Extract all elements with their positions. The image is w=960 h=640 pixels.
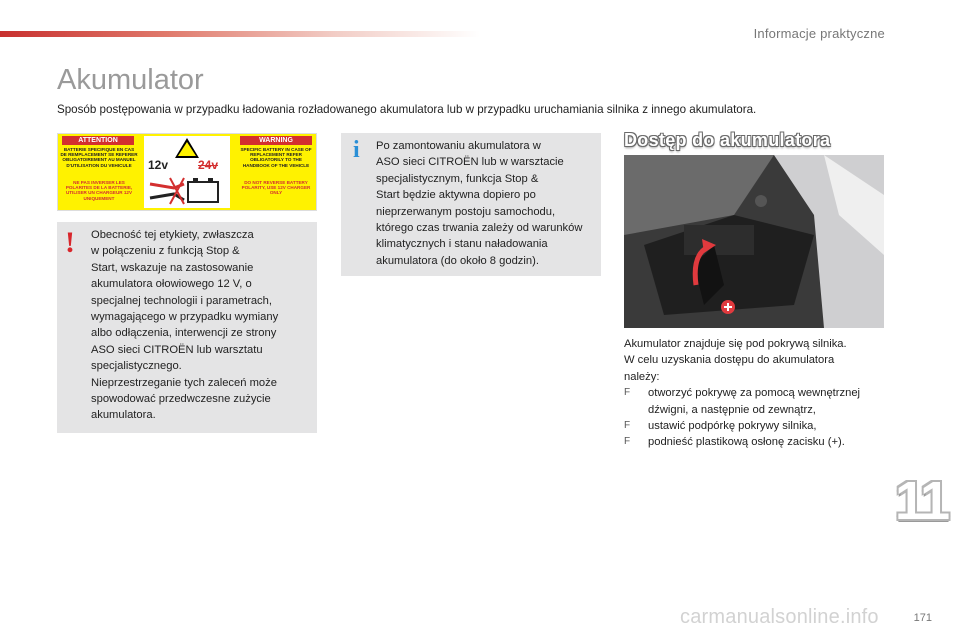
label-en-top: SPECIFIC BATTERY IN CASE OF REPLACEMENT REFER OBLIGATORILY TO THE HANDBOOK OF THE VEHICLE: [240, 147, 312, 168]
info-note: [341, 133, 601, 276]
info-note-text: Po zamontowaniu akumulatora w ASO sieci CITROËN lub w warsztacie specjalistycznym, funkcja Stop & Start będzie aktywna dopiero po nieprzerwanym postoju samochodu, którego czas trwania zależy od warunków klimatycznych i stanu naładowania akumulatora (do około 8 godzin).: [376, 140, 583, 267]
engine-bay-illustration: [624, 155, 884, 328]
warning-note: [57, 222, 317, 433]
section-title: Informacje praktyczne: [753, 26, 885, 41]
list-item: F podnieść plastikową osłonę zacisku (+).: [624, 434, 894, 450]
label-center-panel: [144, 136, 230, 208]
access-instructions: [624, 336, 894, 451]
bullet-icon: F: [624, 387, 631, 399]
list-item: F otworzyć pokrywę za pomocą wewnętrznej dźwigni, a następnie od zewnątrz,: [624, 387, 861, 416]
battery-warning-label: [57, 133, 317, 211]
warning-note-text: Obecność tej etykiety, zwłaszcza w połączeniu z funkcją Stop & Start, wskazuje na zastosowanie akumulatora ołowiowego 12 V, o specjalnej technologii i parametrach, wymagającego w przypadku wymiany albo odłączenia, interwencji ze strony ASO sieci CITROËN lub warsztatu specjalistycznego. Nieprzestrzeganie tych zaleceń może spowodować przedwczesne zużycie akumulatora.: [91, 229, 279, 422]
header-accent-bar: [0, 31, 480, 37]
warning-triangle-icon: [175, 138, 199, 158]
access-steps: [624, 385, 894, 451]
list-item: F ustawić podpórkę pokrywy silnika,: [624, 418, 894, 434]
access-heading: Dostęp do akumulatora: [624, 130, 831, 150]
access-paragraph: Akumulator znajduje się pod pokrywą silnika. W celu uzyskania dostępu do akumulatora należy:: [624, 338, 847, 383]
bullet-icon: F: [624, 436, 631, 448]
label-en-bottom: DO NOT REVERSE BATTERY POLARITY, USE 12V CHARGER ONLY: [241, 180, 311, 196]
label-warning: WARNING: [240, 136, 312, 145]
label-fr-top: BATTERIE SPECIFIQUE EN CAS DE REMPLACEMENT SE REFERER OBLIGATOIREMENT AU MANUEL D'UTILISATION DU VEHICULE: [60, 147, 138, 168]
voltage-12v: 12v: [148, 158, 169, 172]
page-title: Akumulator: [57, 64, 204, 96]
info-icon: i: [353, 137, 360, 163]
watermark: carmanualsonline.info: [680, 606, 879, 628]
label-fr-bottom: NE PAS INVERSER LES POLARITES DE LA BATTERIE, UTILISER UN CHARGEUR 12V UNIQUEMENT: [65, 180, 133, 201]
battery-clamps-icon: [144, 174, 230, 208]
page-number: 171: [913, 612, 932, 624]
bullet-icon: F: [624, 420, 631, 432]
warning-exclamation-icon: !: [65, 226, 75, 259]
chapter-number: 11: [895, 471, 949, 531]
engine-bay-photo: [624, 155, 884, 328]
voltage-24v: 24v: [198, 158, 219, 172]
label-attention: ATTENTION: [62, 136, 134, 145]
intro-text: Sposób postępowania w przypadku ładowania rozładowanego akumulatora lub w przypadku uruchamiania silnika z innego akumulatora.: [57, 103, 757, 116]
